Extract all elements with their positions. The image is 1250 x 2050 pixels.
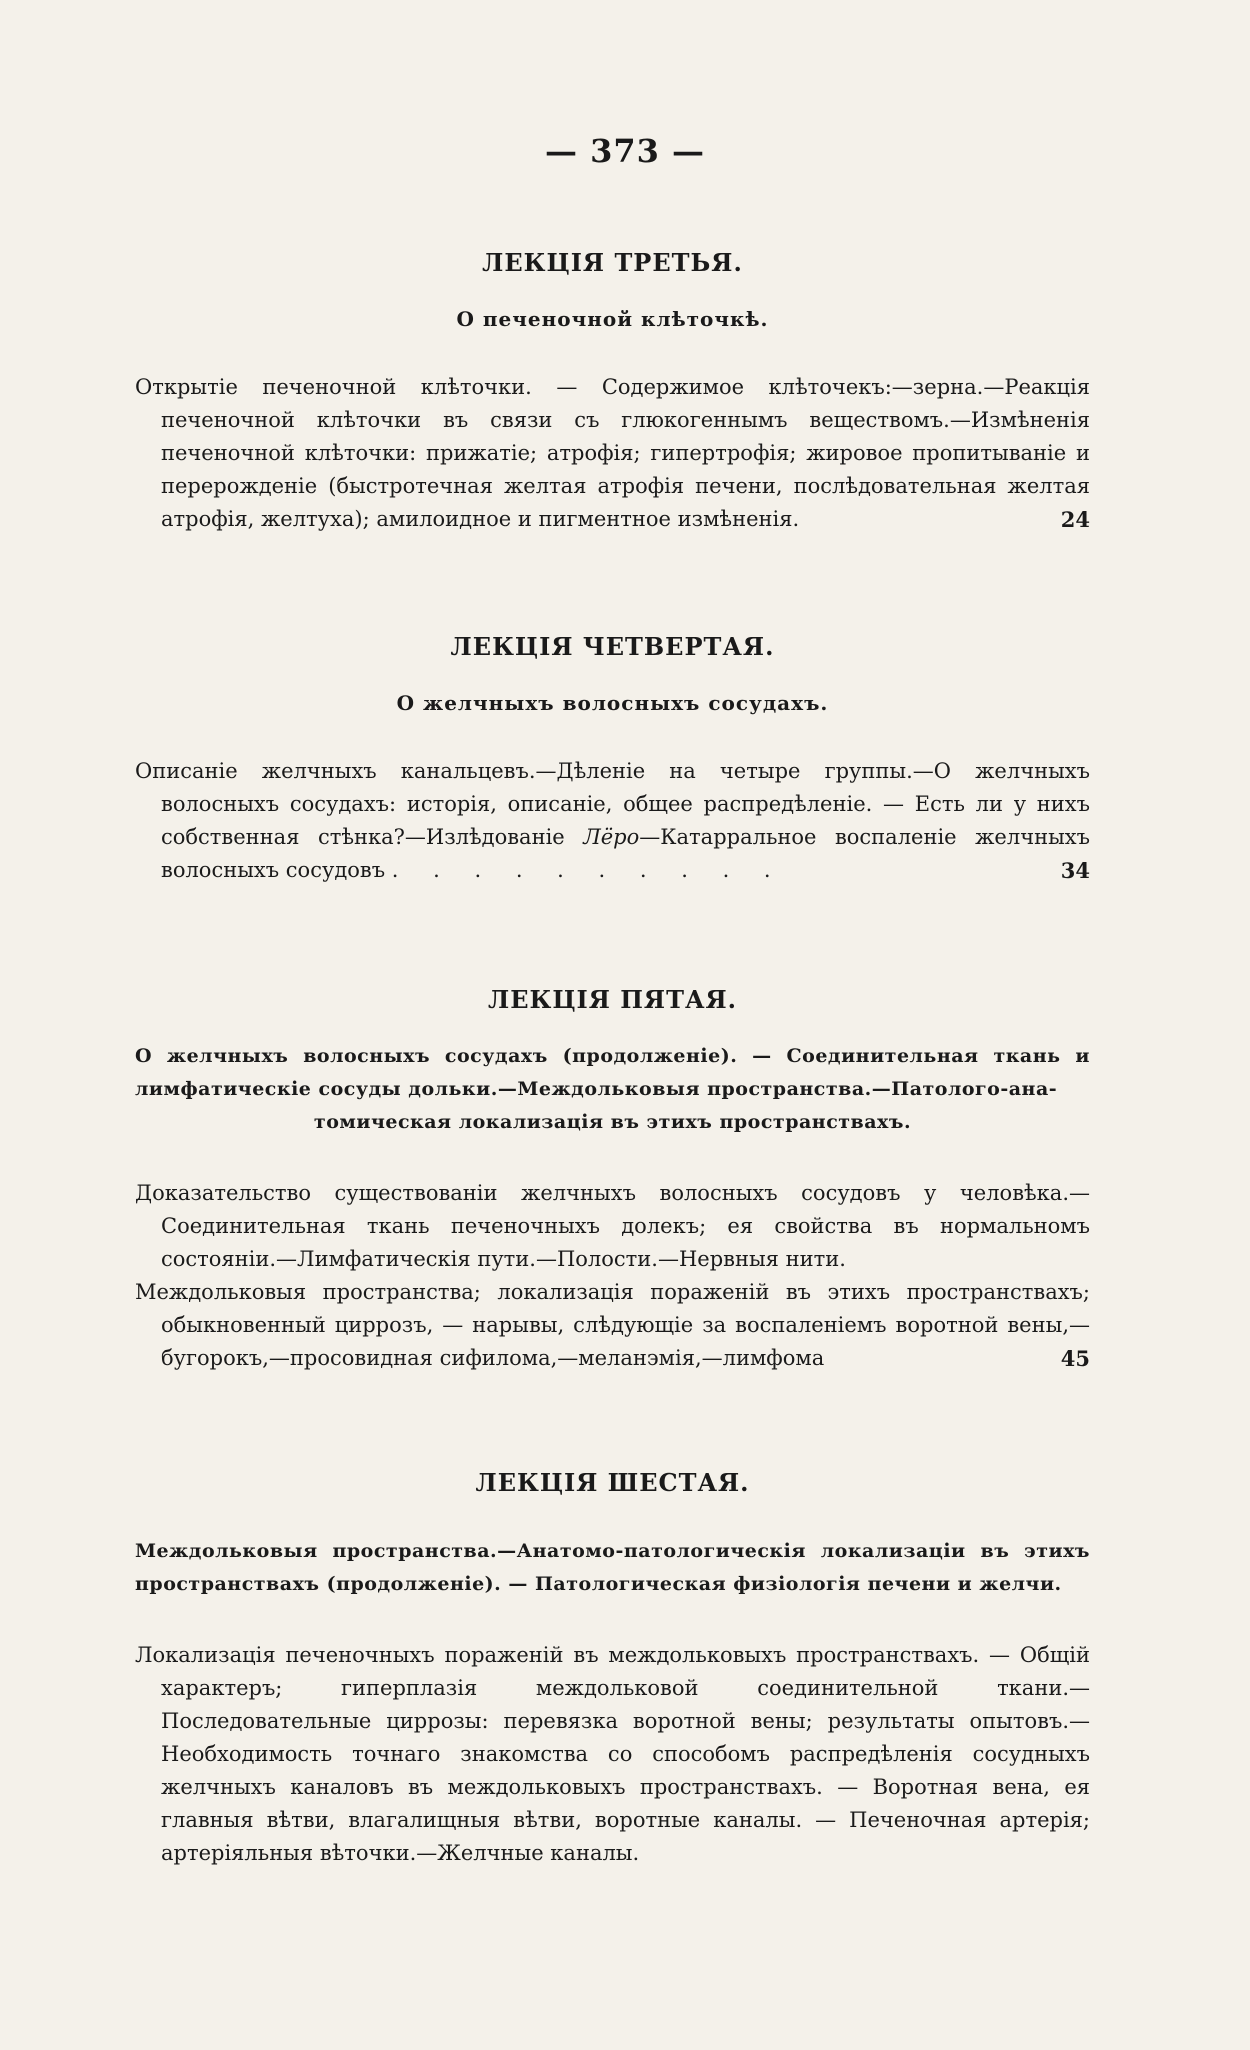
- lecture-5-summary-main: О желчныхъ волосныхъ сосудахъ (продолженіе). — Соединительная ткань и лимфатическіе сосуды дольки.—Междольковыя пространства.—Патолого-ана-: [135, 1045, 1090, 1100]
- lecture-4-title: ЛЕКЦІЯ ЧЕТВЕРТАЯ.: [450, 632, 775, 661]
- lecture-4-abstract-italic: Лёро: [583, 825, 640, 849]
- lecture-5-section: [135, 985, 1090, 1375]
- lecture-4-leader-dots: . . . . . . . . . .: [391, 858, 785, 882]
- lecture-3-abstract-text: Открытіе печеночной клѣточки. — Содержимое клѣточекъ:—зерна.—Реакція печеночной клѣточки въ связи съ глюкогеннымъ веществомъ.—Измѣненія печеночной клѣточки: прижатіе; атрофія; гипертрофія; жировое пропитываніе и перерожденіе (быстротечная желтая атрофія печени, послѣдовательная желтая атрофія, желтуха); амилоидное и пигментное измѣненія.: [135, 375, 1090, 531]
- lecture-4-abstract-part1: Описаніе желчныхъ канальцевъ.—Дѣленіе на четыре группы.—О желчныхъ волосныхъ сосудахъ: исторія, описаніе, общее распредѣленіе. — Есть ли у нихъ собственная стѣнка?—Излѣдованіе: [135, 759, 1090, 849]
- lecture-6-abstract: Локализація печеночныхъ пораженій въ междольковыхъ пространствахъ. — Общій характеръ; гиперплазія междольковой соединительной ткани.—Последовательные циррозы: перевязка воротной вены; результаты опытовъ.— Необходимость точнаго знакомства со способомъ распредѣленія сосудныхъ желчныхъ каналовъ въ междольковыхъ пространствахъ. — Воротная вена, ея главныя вѣтви, влагалищныя вѣтви, воротные каналы. — Печеночная артерія; артеріяльныя вѣточки.—Желчные каналы.: [135, 1643, 1090, 1865]
- lecture-4-section: [135, 632, 1090, 887]
- lecture-3-subtitle: О печеночной клѣточкѣ.: [456, 307, 769, 331]
- lecture-6-summary: Междольковыя пространства.—Анатомо-патологическія локализаціи въ этихъ пространствахъ (продолженіе). — Патологическая физіологія печени и желчи.: [135, 1540, 1090, 1595]
- lecture-5-summary: [135, 1040, 1090, 1139]
- lecture-5-abstract-2-text: Междольковыя пространства; локализація пораженій въ этихъ пространствахъ; обыкновенный циррозъ, — нарывы, слѣдующіе за воспаленіемъ воротной вены,—бугорокъ,—просовидная сифилома,—меланэмія,—лимфома: [135, 1280, 1090, 1370]
- lecture-6-section: [135, 1468, 1090, 1870]
- lecture-5-summary-last: томическая локализація въ этихъ пространствахъ.: [313, 1111, 912, 1133]
- lecture-5-abstract-2: [135, 1276, 1090, 1375]
- lecture-3-section: [135, 248, 1090, 536]
- lecture-4-page-ref: 34: [1060, 858, 1090, 883]
- lecture-6-title: ЛЕКЦІЯ ШЕСТАЯ.: [475, 1468, 750, 1497]
- lecture-5-title: ЛЕКЦІЯ ПЯТАЯ.: [487, 985, 738, 1014]
- lecture-3-title: ЛЕКЦІЯ ТРЕТЬЯ.: [482, 248, 743, 277]
- lecture-5-page-ref: 45: [1060, 1346, 1090, 1371]
- lecture-3-abstract: [135, 371, 1090, 536]
- page-number: — 373 —: [544, 132, 706, 170]
- lecture-3-page-ref: 24: [1060, 507, 1090, 532]
- lecture-4-abstract-part2: —Катарральное воспаленіе желчныхъ волосныхъ сосудовъ: [161, 825, 1090, 882]
- lecture-5-abstract-1: Доказательство существованіи желчныхъ волосныхъ сосудовъ у человѣка.— Соединительная ткань печеночныхъ долекъ; ея свойства въ нормальномъ состояніи.—Лимфатическія пути.—Полости.—Нервныя нити.: [135, 1181, 1090, 1271]
- lecture-4-subtitle: О желчныхъ волосныхъ сосудахъ.: [396, 691, 829, 715]
- lecture-4-abstract: [135, 755, 1090, 887]
